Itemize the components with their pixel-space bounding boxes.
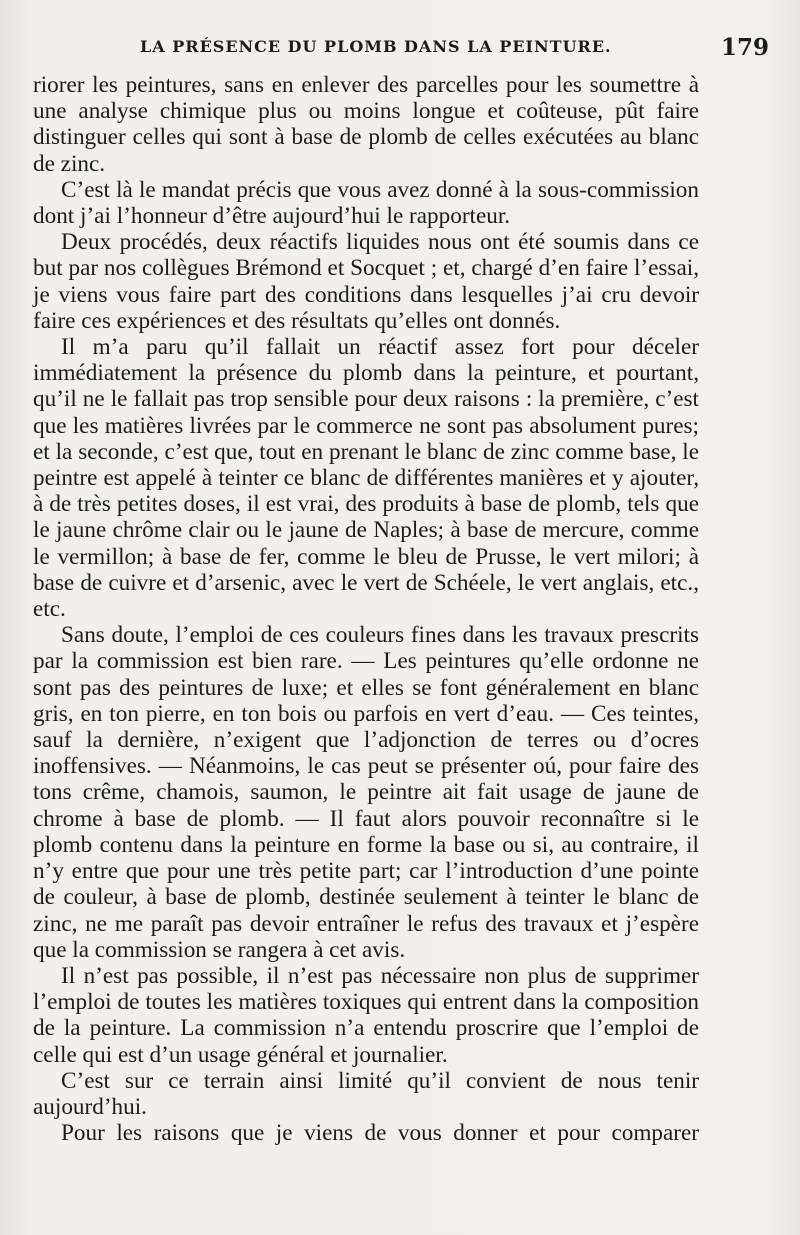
paragraph: C’est là le mandat précis que vous avez donné à la sous-commission dont j’ai l’honneur d’être aujourd’hui le rapporteur. xyxy=(33,176,699,230)
paragraph: Deux procédés, deux réactifs liquides nous ont été soumis dans ce but par nos collègues Brémond et Socquet ; et, chargé d’en faire l’essai, je viens vous faire part des conditions dans lesquelles j’ai cru devoir faire ces expériences et des résultats qu’elles ont donnés. xyxy=(33,229,699,334)
paragraph-continues: Pour les raisons que je viens de vous donner et pour comparer xyxy=(61,1120,699,1147)
page-header xyxy=(30,34,775,66)
page-number: 179 xyxy=(720,34,769,61)
paragraph: Il m’a paru qu’il fallait un réactif assez fort pour déceler immédiatement la présence du plomb dans la peinture, et pourtant, qu’il ne le fallait pas trop sensible pour deux raisons : la première, c’est que les matières livrées par le commerce ne sont pas absolument pures; et la seconde, c’est que, tout en prenant le blanc de zinc comme base, le peintre est appelé à teinter ce blanc de différentes manières et y ajouter, à de très petites doses, il est vrai, des produits à base de plomb, tels que le jaune chrôme clair ou le jaune de Naples; à base de mercure, comme le vermillon; à base de fer, comme le bleu de Prusse, le vert milori; à base de cuivre et d’arsenic, avec le vert de Schéele, le vert anglais, etc., etc. xyxy=(33,334,699,623)
paragraph: Sans doute, l’emploi de ces couleurs fines dans les travaux prescrits par la commission est bien rare. — Les peintures qu’elle ordonne ne sont pas des peintures de luxe; et elles se font généralement en blanc gris, en ton pierre, en ton bois ou parfois en vert d’eau. — Ces teintes, sauf la dernière, n’exigent que l’adjonction de terres ou d’ocres inoffensives. — Néanmoins, le cas peut se présenter oú, pour faire des tons crême, chamois, saumon, le peintre ait fait usage de jaune de chrome à base de plomb. — Il faut alors pouvoir reconnaître si le plomb contenu dans la peinture en forme la base ou si, au contraire, il n’y entre que pour une très petite part; car l’introduction d’une pointe de couleur, à base de plomb, destinée seulement à teinter le blanc de zinc, ne me paraît pas devoir entraîner le refus des travaux et j’espère que la commission se rangera à cet avis. xyxy=(33,622,699,963)
page-body xyxy=(33,72,699,1146)
paragraph: Il n’est pas possible, il n’est pas nécessaire non plus de supprimer l’emploi de toutes les matières toxiques qui entrent dans la composition de la peinture. La commission n’a entendu proscrire que l’emploi de celle qui est d’un usage général et journalier. xyxy=(33,962,699,1068)
running-title: LA PRÉSENCE DU PLOMB DANS LA PEINTURE. xyxy=(140,37,612,56)
paragraph-continued: riorer les peintures, sans en enlever des parcelles pour les soumettre à une analyse chimique plus ou moins longue et coûteuse, pût faire distinguer celles qui sont à base de plomb de celles exécutées au blanc de zinc. xyxy=(33,72,699,177)
paragraph: C’est sur ce terrain ainsi limité qu’il convient de nous tenir aujourd’hui. xyxy=(33,1067,699,1120)
